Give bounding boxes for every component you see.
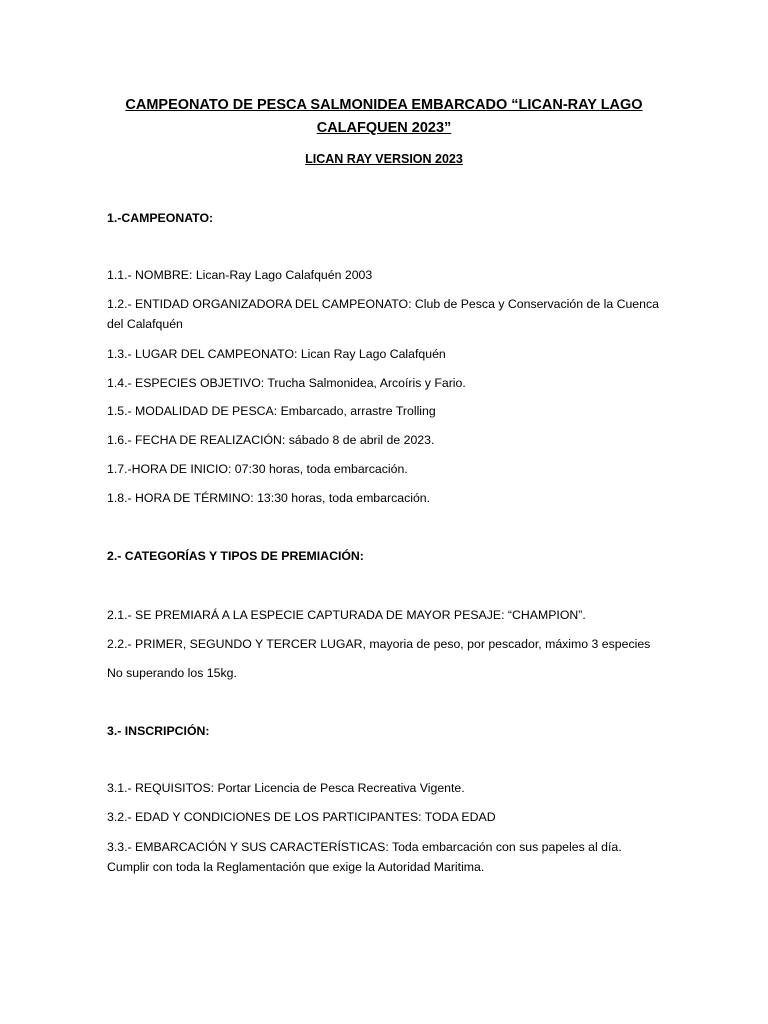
item-3-1: 3.1.- REQUISITOS: Portar Licencia de Pesca Recreativa Vigente. [107, 781, 465, 795]
item-1-1: 1.1.- NOMBRE: Lican-Ray Lago Calafquén 2003 [107, 268, 373, 282]
item-3-3: 3.3.- EMBARCACIÓN Y SUS CARACTERÍSTICAS: Toda embarcación con sus papeles al día. Cumplir con toda la Reglamentación que exige la Autoridad Maritima. [107, 840, 622, 874]
section-heading-categorias: 2.- CATEGORÍAS Y TIPOS DE PREMIACIÓN: [107, 549, 364, 563]
section-heading-campeonato: 1.-CAMPEONATO: [107, 211, 214, 225]
item-1-2: 1.2.- ENTIDAD ORGANIZADORA DEL CAMPEONATO: Club de Pesca y Conservación de la Cuenca del Calafquén [107, 297, 659, 331]
item-2-2-cont: No superando los 15kg. [107, 666, 237, 680]
item-1-4: 1.4.- ESPECIES OBJETIVO: Trucha Salmonidea, Arcoíris y Fario. [107, 376, 466, 390]
item-2-2: 2.2.- PRIMER, SEGUNDO Y TERCER LUGAR, mayoria de peso, por pescador, máximo 3 especies [107, 637, 651, 651]
item-2-1: 2.1.- SE PREMIARÁ A LA ESPECIE CAPTURADA DE MAYOR PESAJE: “CHAMPION”. [107, 608, 586, 622]
item-3-2: 3.2.- EDAD Y CONDICIONES DE LOS PARTICIPANTES: TODA EDAD [107, 810, 496, 824]
item-1-3: 1.3.- LUGAR DEL CAMPEONATO: Lican Ray Lago Calafquén [107, 347, 446, 361]
document-title: CAMPEONATO DE PESCA SALMONIDEA EMBARCADO “LICAN-RAY LAGO CALAFQUEN 2023” [125, 97, 643, 136]
item-1-5: 1.5.- MODALIDAD DE PESCA: Embarcado, arrastre Trolling [107, 404, 436, 418]
item-1-7: 1.7.-HORA DE INICIO: 07:30 horas, toda embarcación. [107, 462, 408, 476]
section-heading-inscripcion: 3.- INSCRIPCIÓN: [107, 724, 210, 738]
document-subtitle: LICAN RAY VERSION 2023 [305, 152, 463, 166]
item-1-8: 1.8.- HORA DE TÉRMINO: 13:30 horas, toda embarcación. [107, 491, 431, 505]
item-1-6: 1.6.- FECHA DE REALIZACIÓN: sábado 8 de abril de 2023. [107, 433, 435, 447]
